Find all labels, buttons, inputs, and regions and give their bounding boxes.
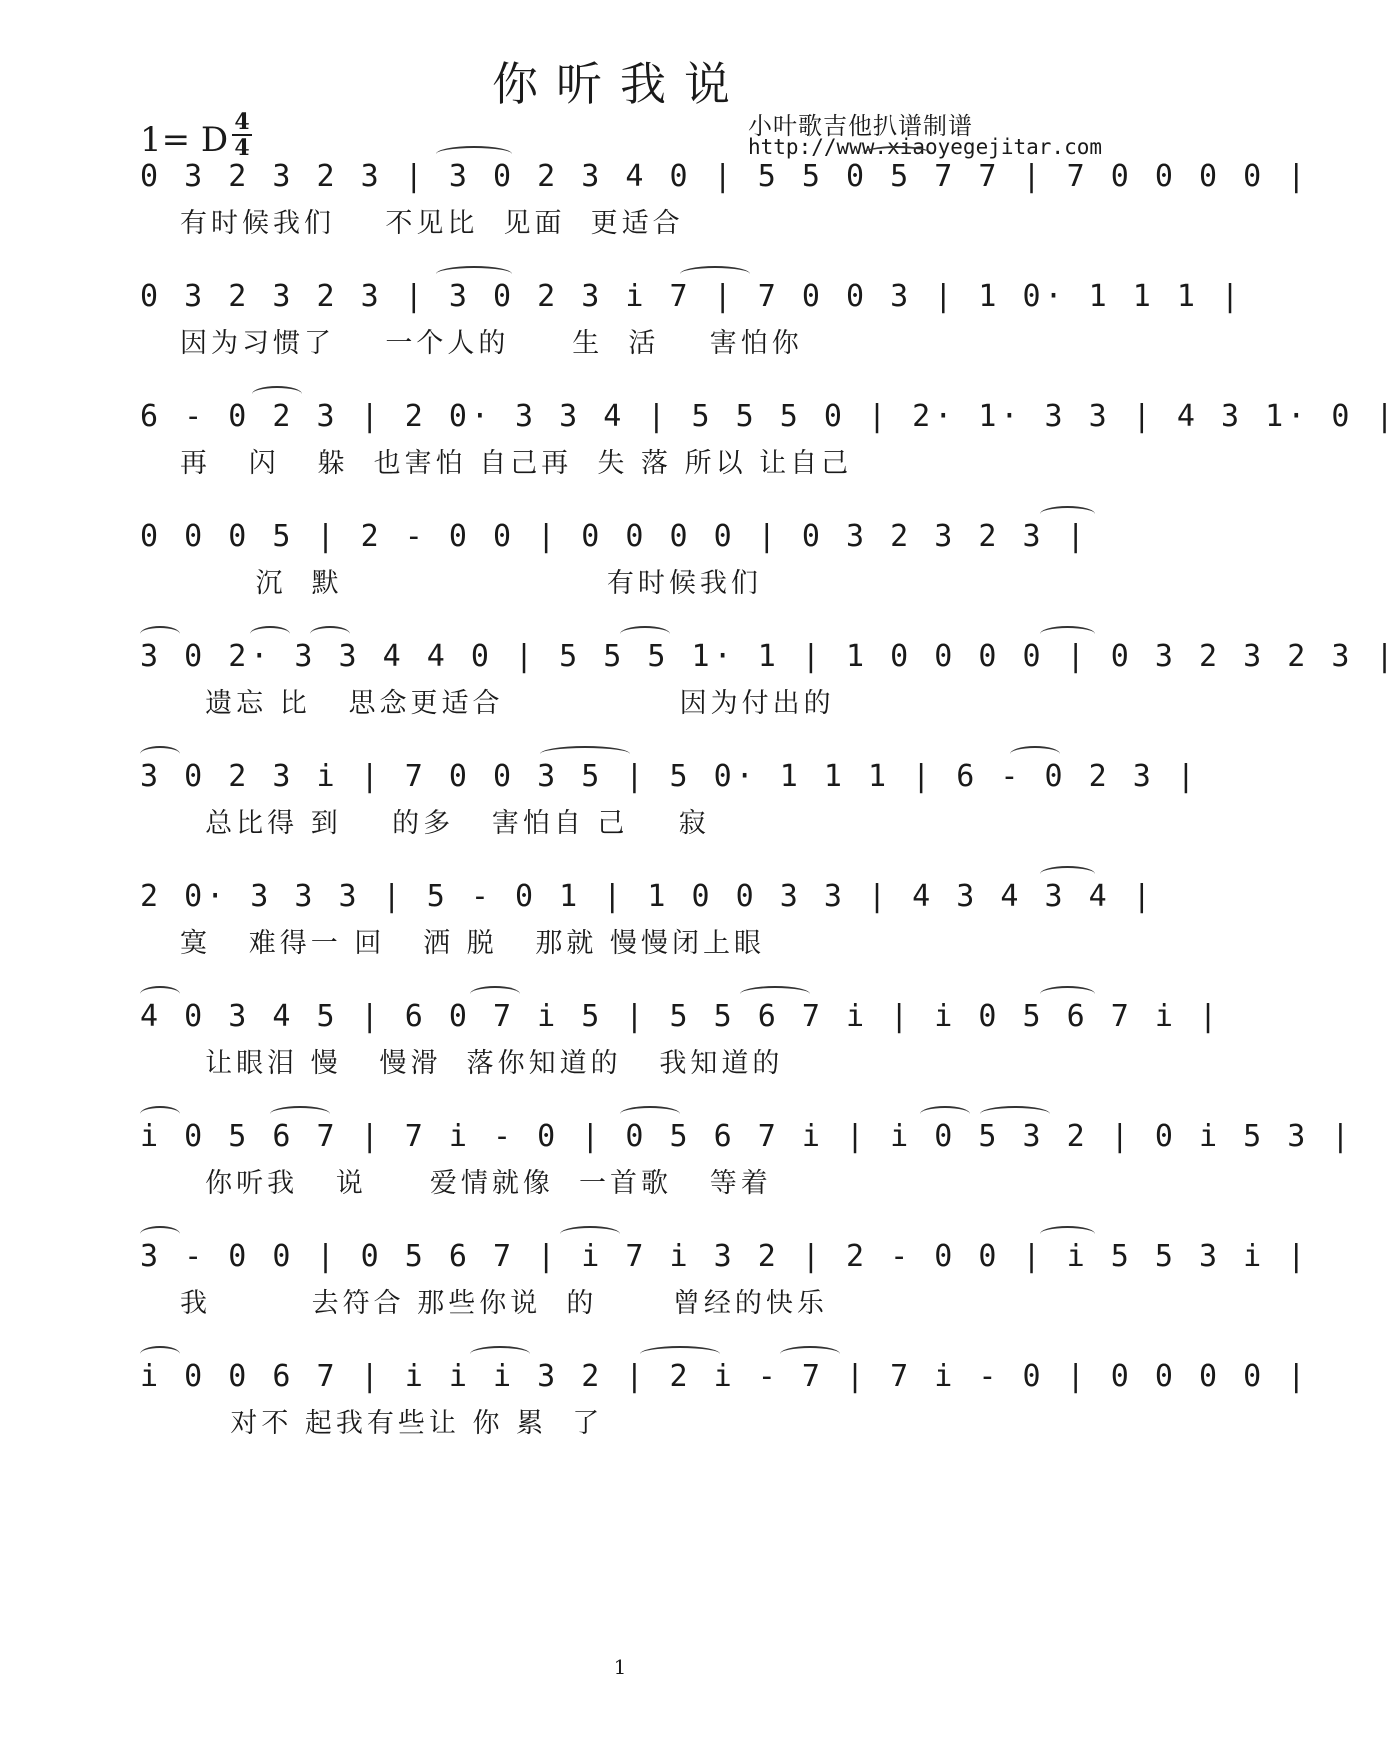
notes-row: 2 0· 3 3 3 | 5 - 0 1 | 1 0 0 3 3 | 4 3 4 3 4 |: [140, 879, 1155, 914]
slur-mark: [470, 986, 520, 1002]
lyrics-row: 让眼泪 慢 慢滑 落你知道的 我知道的: [180, 1048, 784, 1079]
song-title: 你听我说: [492, 57, 748, 111]
slur-mark: [560, 1226, 620, 1242]
lyrics-row: 总比得 到 的多 害怕自 己 寂: [180, 808, 710, 839]
slur-mark: [1040, 626, 1095, 642]
lyrics-row: 对不 起我有些让 你 累 了: [180, 1408, 604, 1439]
slur-mark: [140, 626, 180, 642]
notation-line-4: [140, 512, 1100, 622]
slur-mark: [140, 746, 180, 762]
slur-mark: [1040, 506, 1095, 522]
slur-mark: [140, 986, 180, 1002]
notes-row: 6 - 0 2 3 | 2 0· 3 3 4 | 5 5 5 0 | 2· 1· 3 3 | 4 3 1· 0 |: [140, 399, 1398, 434]
notation-line-2: [140, 272, 1244, 382]
slur-mark: [980, 1106, 1050, 1122]
slur-mark: [140, 1346, 180, 1362]
notation-line-8: [140, 992, 1222, 1102]
source-url: http://www.xiaoyegejitar.com: [748, 135, 1103, 159]
slur-mark: [920, 1106, 970, 1122]
slur-mark: [780, 1346, 840, 1362]
slur-mark: [540, 746, 630, 762]
notation-line-6: [140, 752, 1199, 862]
notes-row: 3 - 0 0 | 0 5 6 7 | i 7 i 3 2 | 2 - 0 0 | i 5 5 3 i |: [140, 1239, 1310, 1274]
key-signature: 1= D: [140, 120, 229, 160]
notation-line-9: [140, 1112, 1354, 1222]
notes-row: 0 3 2 3 2 3 | 3 0 2 3 4 0 | 5 5 0 5 7 7 | 7 0 0 0 0 |: [140, 159, 1310, 194]
slur-mark: [1040, 1226, 1095, 1242]
notes-row: i 0 5 6 7 | 7 i - 0 | 0 5 6 7 i | i 0 5 3 2 | 0 i 5 3 |: [140, 1119, 1354, 1154]
slur-mark: [680, 266, 750, 282]
slur-mark: [862, 146, 932, 162]
notation-line-11: [140, 1352, 1310, 1462]
slur-mark: [250, 626, 290, 642]
lyrics-row: 你听我 说 爱情就像 一首歌 等着: [180, 1168, 772, 1199]
lyrics-row: 寞 难得一 回 洒 脱 那就 慢慢闭上眼: [180, 928, 765, 959]
notation-line-1: [140, 152, 1310, 262]
notes-row: 0 0 0 5 | 2 - 0 0 | 0 0 0 0 | 0 3 2 3 2 3 |: [140, 519, 1089, 554]
lyrics-row: 有时候我们 不见比 见面 更适合: [180, 208, 684, 239]
lyrics-row: 我 去符合 那些你说 的 曾经的快乐: [180, 1288, 828, 1319]
lyrics-row: 再 闪 躲 也害怕 自己再 失 落 所以 让自己: [180, 448, 853, 479]
time-signature-bottom: 4: [234, 135, 250, 161]
transcriber-credit: 小叶歌吉他扒谱制谱: [748, 112, 973, 140]
slur-mark: [252, 386, 302, 402]
lyrics-row: 沉 默 有时候我们: [180, 568, 762, 599]
slur-mark: [270, 1106, 330, 1122]
slur-mark: [1040, 866, 1095, 882]
slur-mark: [1010, 746, 1060, 762]
notation-line-7: [140, 872, 1155, 982]
page-number: 1: [613, 1655, 627, 1679]
slur-mark: [310, 626, 350, 642]
lyrics-row: 因为习惯了 一个人的 生 活 害怕你: [180, 328, 803, 359]
notes-row: 4 0 3 4 5 | 6 0 7 i 5 | 5 5 6 7 i | i 0 5 6 7 i |: [140, 999, 1222, 1034]
slur-mark: [1040, 986, 1095, 1002]
notation-line-10: [140, 1232, 1310, 1342]
time-signature-top: 4: [234, 109, 250, 135]
slur-mark: [620, 1106, 680, 1122]
slur-mark: [436, 146, 512, 162]
slur-mark: [470, 1346, 530, 1362]
notes-row: 3 0 2· 3 3 4 4 0 | 5 5 5 1· 1 | 1 0 0 0 0 | 0 3 2 3 2 3 |: [140, 639, 1398, 674]
slur-mark: [740, 986, 810, 1002]
notation-line-3: [140, 392, 1398, 502]
slur-mark: [140, 1106, 180, 1122]
lyrics-row: 遗忘 比 思念更适合 因为付出的: [180, 688, 835, 719]
slur-mark: [436, 266, 512, 282]
notation-line-5: [140, 632, 1398, 742]
slur-mark: [620, 626, 670, 642]
slur-mark: [640, 1346, 720, 1362]
slur-mark: [140, 1226, 180, 1242]
notes-row: i 0 0 6 7 | i i i 3 2 | 2 i - 7 | 7 i - 0 | 0 0 0 0 |: [140, 1359, 1310, 1394]
notes-row: 0 3 2 3 2 3 | 3 0 2 3 i 7 | 7 0 0 3 | 1 0· 1 1 1 |: [140, 279, 1244, 314]
notes-row: 3 0 2 3 i | 7 0 0 3 5 | 5 0· 1 1 1 | 6 - 0 2 3 |: [140, 759, 1199, 794]
